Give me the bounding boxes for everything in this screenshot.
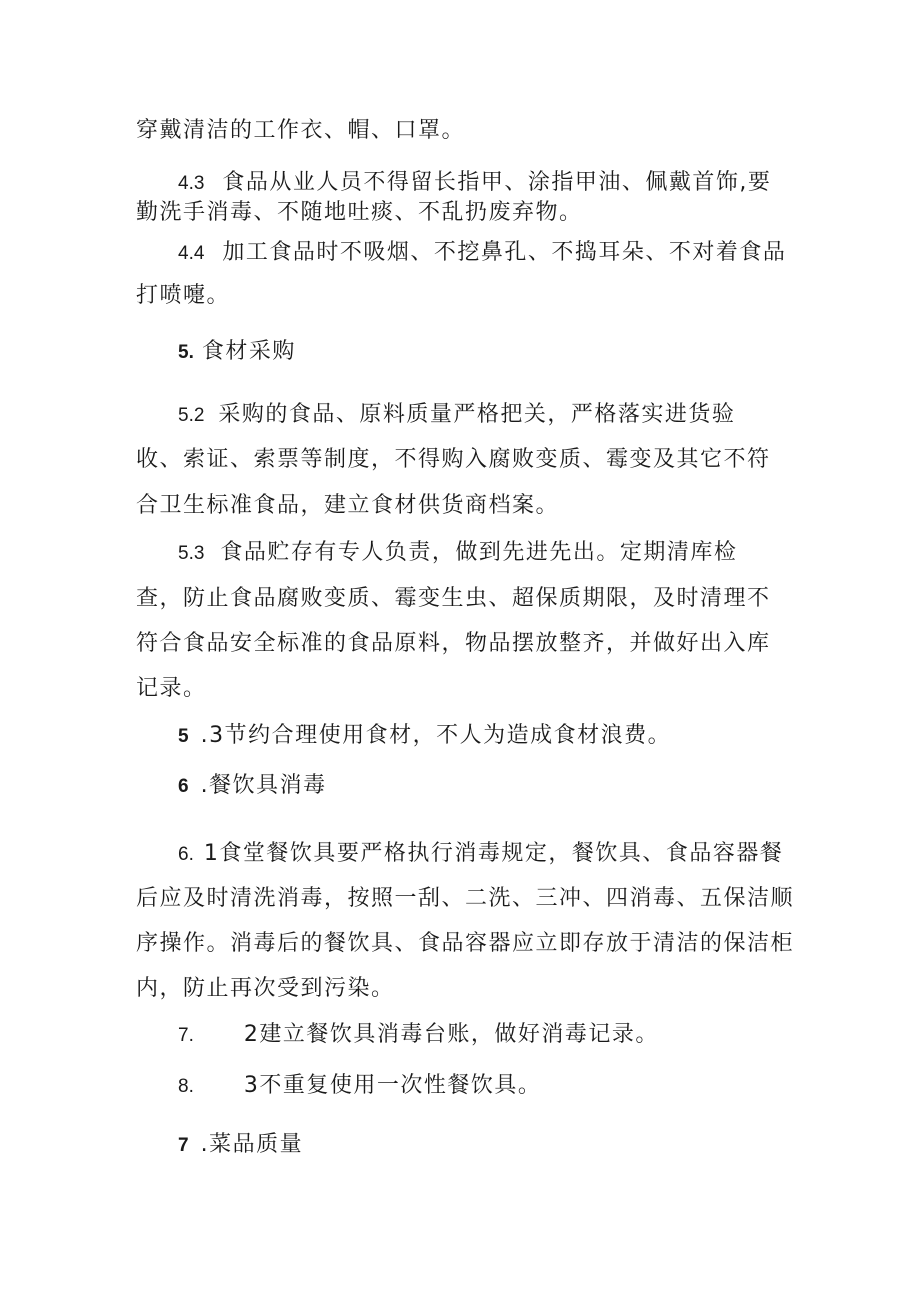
line-text: 打喷嚏。 xyxy=(136,283,231,308)
clause-number: 6. xyxy=(178,844,194,865)
text-line xyxy=(178,1020,659,1051)
line-text: 3不重复使用一次性餐饮具。 xyxy=(243,1073,542,1098)
text-line xyxy=(136,584,771,614)
line-text: 食品从业人员不得留长指甲、涂指甲油、佩戴首饰,要 xyxy=(222,170,772,195)
clause-number: 5 xyxy=(178,726,189,747)
clause-number: 5.3 xyxy=(178,543,205,564)
section-heading xyxy=(178,1130,303,1161)
section-heading xyxy=(178,337,296,368)
section-title: .菜品质量 xyxy=(200,1132,304,1157)
line-text: 加工食品时不吸烟、不挖鼻孔、不捣耳朵、不对着食品 xyxy=(222,240,787,265)
line-text: 后应及时清洗消毒，按照一刮、二洗、三冲、四消毒、五保洁顺 xyxy=(136,886,795,911)
clause-number: 5.2 xyxy=(178,405,205,426)
text-line xyxy=(178,1071,541,1102)
section-number: 5. xyxy=(178,342,194,363)
text-line xyxy=(178,168,771,199)
line-text: 采购的食品、原料质量严格把关，严格落实进货验 xyxy=(218,402,736,427)
line-text: 序操作。消毒后的餐饮具、食品容器应立即存放于清洁的保洁柜 xyxy=(136,931,795,956)
text-line xyxy=(136,674,207,704)
section-title: .餐饮具消毒 xyxy=(200,773,327,798)
line-text: .3节约合理使用食材，不人为造成食材浪费。 xyxy=(200,723,672,748)
text-line xyxy=(136,629,771,659)
text-line xyxy=(136,445,771,475)
clause-number: 4.3 xyxy=(178,173,205,194)
clause-number: 7. xyxy=(178,1025,194,1046)
line-text: 符合食品安全标准的食品原料，物品摆放整齐，并做好出入库 xyxy=(136,631,771,656)
line-text: 2建立餐饮具消毒台账，做好消毒记录。 xyxy=(243,1022,659,1047)
text-line xyxy=(136,198,583,228)
text-line xyxy=(136,491,559,521)
text-line xyxy=(178,721,671,752)
section-number: 6 xyxy=(178,776,189,797)
text-line xyxy=(178,400,735,431)
line-text: 记录。 xyxy=(136,676,207,701)
text-line xyxy=(178,839,783,870)
text-line xyxy=(178,538,737,569)
text-line xyxy=(136,281,230,311)
clause-number: 8. xyxy=(178,1076,194,1097)
clause-number: 4.4 xyxy=(178,243,205,264)
text-line xyxy=(136,974,395,1004)
line-text: 查，防止食品腐败变质、霉变生虫、超保质期限，及时清理不 xyxy=(136,586,771,611)
text-line xyxy=(136,929,794,959)
line-text: 内，防止再次受到污染。 xyxy=(136,976,395,1001)
line-text: 穿戴清洁的工作衣、帽、口罩。 xyxy=(136,118,466,143)
text-line xyxy=(136,116,465,146)
line-text: 食品贮存有专人负责，做到先进先出。定期清库检 xyxy=(220,540,738,565)
line-text: 合卫生标准食品，建立食材供货商档案。 xyxy=(136,493,560,518)
text-line xyxy=(178,238,786,269)
text-line xyxy=(136,884,794,914)
section-heading xyxy=(178,771,327,802)
section-title: 食材采购 xyxy=(201,339,296,364)
line-text: 勤洗手消毒、不随地吐痰、不乱扔废弃物。 xyxy=(136,200,583,225)
line-text: 1食堂餐饮具要严格执行消毒规定，餐饮具、食品容器餐 xyxy=(203,841,784,866)
line-text: 收、索证、索票等制度，不得购入腐败变质、霉变及其它不符 xyxy=(136,447,771,472)
section-number: 7 xyxy=(178,1135,189,1156)
